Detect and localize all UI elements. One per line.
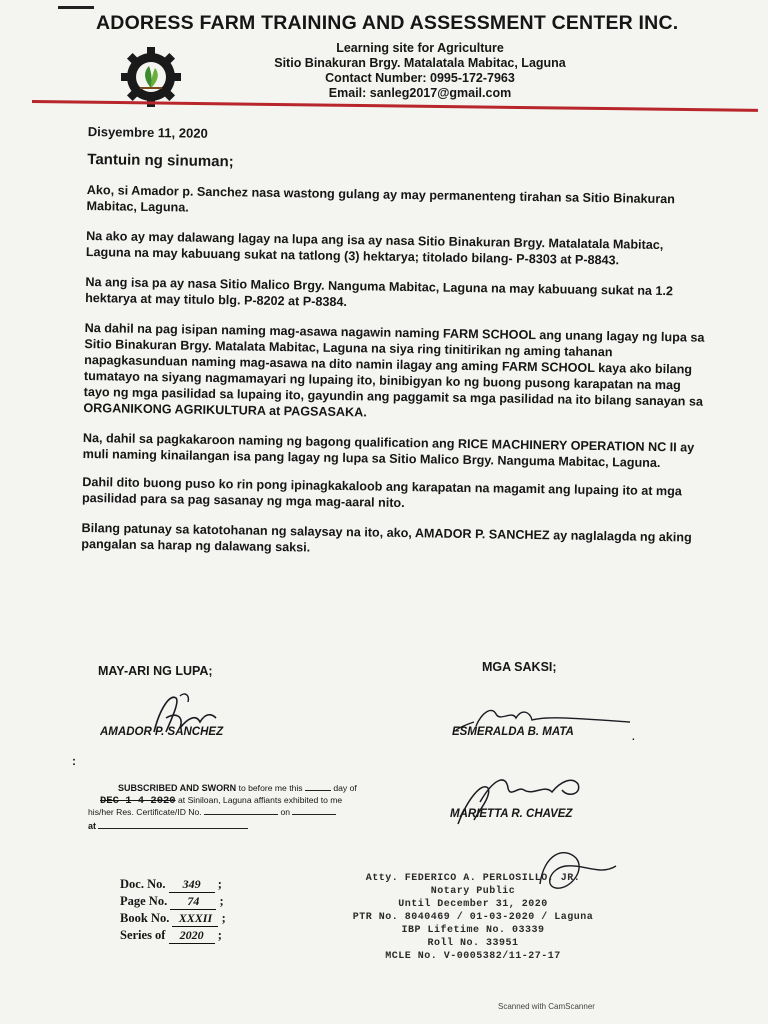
witness2-signature <box>448 768 608 832</box>
margin-mark: : <box>72 754 76 768</box>
book-no-row: Book No. XXXII ; <box>120 911 226 925</box>
email-address: Email: sanleg2017@gmail.com <box>328 86 512 100</box>
paragraph: Ako, si Amador p. Sanchez nasa wastong gulang ay may permanenteng tirahan sa Sitio Binakuran Mabitac, Laguna. <box>86 182 676 215</box>
dot-mark: . <box>632 732 635 743</box>
paragraph: Dahil dito buong puso ko rin pong ipinagkakaloob ang karapatan na magamit ang lupaing ito at mga pasilidad para sa pag sasanay ng mga mag-aaral nito. <box>81 474 682 511</box>
witness2-name: MARIETTA R. CHAVEZ <box>450 808 573 820</box>
notary-name: Atty. FEDERICO A. PERLOSILLO, JR. <box>365 873 581 884</box>
notary-title: Notary Public <box>430 886 516 897</box>
tagline: Learning site for Agriculture <box>336 41 504 55</box>
org-address: Sitio Binakuran Brgy. Matalatala Mabitac, Laguna <box>274 56 566 70</box>
paragraph: Bilang patunay sa katotohanan ng salaysay na ito, ako, AMADOR P. SANCHEZ ay naglalagda ng aking pangalan sa harap ng dalawang saksi. <box>81 520 692 555</box>
docket <box>120 876 240 944</box>
owner-name: AMADOR P. SANCHEZ <box>100 726 224 738</box>
notary-stamp <box>348 872 598 963</box>
jurat-line-1 <box>118 782 438 794</box>
witness1-name: ESMERALDA B. MATA <box>452 726 574 738</box>
doc-no-value: 349 <box>169 876 215 893</box>
series-row: Series of 2020 ; <box>120 928 222 942</box>
blank-line <box>305 790 331 791</box>
jurat-line-3 <box>88 806 388 818</box>
doc-no-label: Doc. No. <box>120 877 166 891</box>
organization-name: ADORESS FARM TRAINING AND ASSESSMENT CENTER INC. <box>96 12 679 34</box>
contact-number: Contact Number: 0995-172-7963 <box>325 71 515 85</box>
page-no-row: Page No. 74 ; <box>120 894 224 908</box>
series-label: Series of <box>120 928 166 942</box>
witness-label: MGA SAKSI; <box>482 660 557 674</box>
blank-line <box>292 814 336 815</box>
paragraph: Na ako ay may dalawang lagay na lupa ang isa ay nasa Sitio Binakuran Brgy. Matalatala Mabitac, Laguna na may kabuuang sukat na tatlong (3) hektarya; titolado bilang- P-8303 at P-8843. <box>85 228 664 268</box>
page-no-value: 74 <box>170 893 216 910</box>
paragraph: Na, dahil sa pagkakaroon naming ng bagong qualification ang RICE MACHINERY OPERATION NC II ay muli naming kinailangan isa pang lagay ng lupa sa Sitio Malico Brgy. Nanguma Mabitac, Laguna. <box>82 430 695 471</box>
book-no-label: Book No. <box>120 911 170 925</box>
series-value: 2020 <box>169 927 215 944</box>
salutation: Tantuin ng sinuman; <box>87 150 234 171</box>
jurat-text: day of <box>333 783 357 793</box>
letter-date: Disyembre 11, 2020 <box>87 123 208 141</box>
jurat-line-4 <box>88 820 288 832</box>
doc-no-row: Doc. No. 349 ; <box>120 877 222 891</box>
notary-ptr: PTR No. 8040469 / 01-03-2020 / Laguna <box>352 912 594 923</box>
scanner-watermark: Scanned with CamScanner <box>498 1002 595 1011</box>
subscribed-caption: SUBSCRIBED AND SWORN <box>118 783 237 793</box>
letter-body <box>81 118 713 576</box>
jurat-text: his/her Res. Certificate/ID No. <box>88 807 202 817</box>
jurat-text: to before me this <box>238 783 303 793</box>
blank-line <box>204 814 278 815</box>
jurat-text: at <box>88 821 97 831</box>
notary-commission: Until December 31, 2020 <box>398 899 548 910</box>
jurat-text: on <box>280 807 291 817</box>
book-no-value: XXXII <box>172 910 218 927</box>
pen-mark <box>58 6 94 9</box>
notary-roll: Roll No. 33951 <box>427 938 519 949</box>
notary-ibp: IBP Lifetime No. 03339 <box>401 925 545 936</box>
jurat-text: at Siniloan, Laguna affiants exhibited to me <box>178 795 343 805</box>
notary-mcle: MCLE No. V-0005382/11-27-17 <box>385 951 561 962</box>
owner-label: MAY-ARI NG LUPA; <box>98 664 213 678</box>
date-stamp: DEC 1 4 2020 <box>100 795 176 807</box>
paragraph: Na ang isa pa ay nasa Sitio Malico Brgy. Nanguma Mabitac, Laguna na may kabuuang sukat na 1.2 hektarya at may titulo blg. P-8202 at P-8384. <box>85 274 674 310</box>
page-no-label: Page No. <box>120 894 168 908</box>
blank-line <box>98 828 248 829</box>
paragraph: Na dahil na pag isipan naming mag-asawa nagawin naming FARM SCHOOL ang unang lagay ng lupa sa Sitio Binakuran Brgy. Matalata Mabitac, Laguna na siya ring tinitirikan ng aming tahanan napagkasunduan naming mag-asawa na dito namin ilagay ang aming FARM SCHOOL kaya ako bilang tumatayo na siyang nagmamayari ng lupaing ito, binibigyan ko ng buong pusong karapatan na mag tayo ng mga pasilidad sa lupaing ito, gayundin ang paggamit sa mga pasilidad na ito bilang sanayan sa ORGANIKONG AGRIKULTURA at PAGSASAKA. <box>83 320 705 420</box>
